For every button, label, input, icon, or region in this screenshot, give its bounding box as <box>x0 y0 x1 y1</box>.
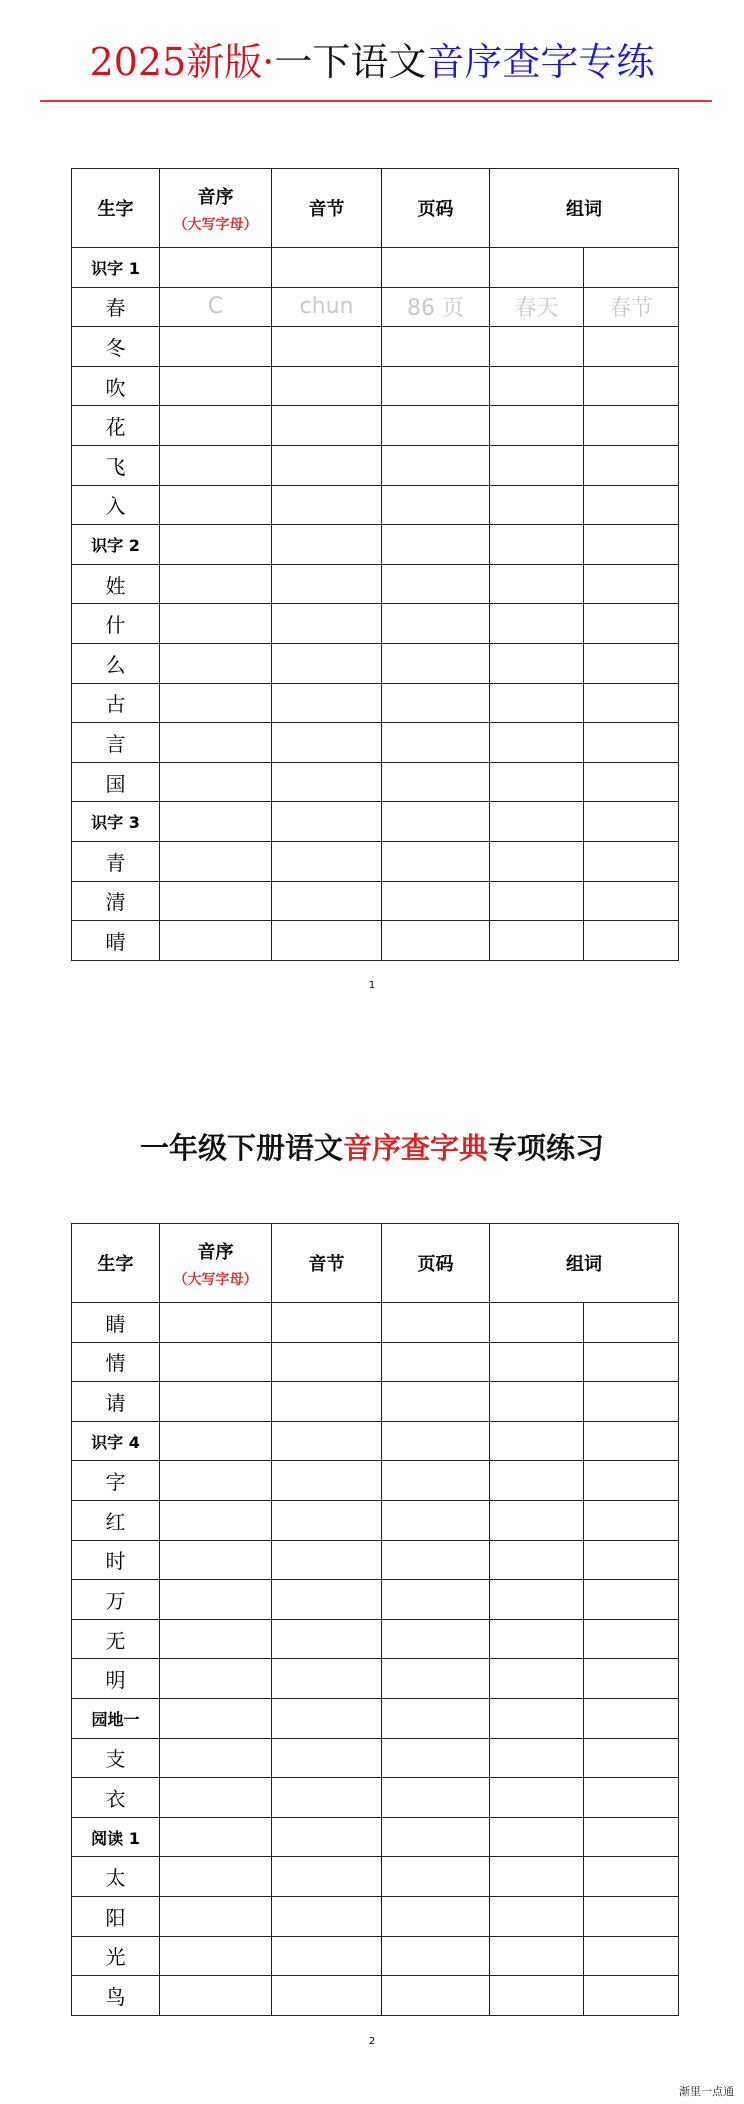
yema-cell[interactable] <box>382 1342 490 1382</box>
yema-cell[interactable] <box>382 643 490 683</box>
header-yinxu-label: 音序 <box>197 186 234 208</box>
ci2-cell[interactable] <box>584 723 679 763</box>
ci2-cell[interactable] <box>584 921 679 961</box>
zi-cell: 万 <box>72 1580 160 1620</box>
ci2-cell: 春节 <box>584 287 679 327</box>
header-yinxu-hint: （大写字母） <box>173 216 258 233</box>
zi-cell: 阅读 1 <box>72 1817 160 1857</box>
yinxu-cell[interactable] <box>160 643 272 683</box>
ci1-cell[interactable] <box>490 1580 584 1620</box>
yinxu-cell[interactable] <box>160 881 272 921</box>
zi-cell: 国 <box>72 762 160 802</box>
ci1-cell[interactable] <box>490 445 584 485</box>
zi-cell: 识字 4 <box>72 1421 160 1461</box>
zi-cell: 清 <box>72 881 160 921</box>
yinxu-cell[interactable] <box>160 1619 272 1659</box>
header-yinjie: 音节 <box>272 169 382 248</box>
ci2-cell[interactable] <box>584 1857 679 1897</box>
character-row <box>72 445 679 485</box>
ci2-cell[interactable] <box>584 485 679 525</box>
yinxu-cell[interactable] <box>160 1896 272 1936</box>
yema-cell[interactable] <box>382 762 490 802</box>
yinjie-cell[interactable] <box>272 1936 382 1976</box>
yinjie-cell[interactable] <box>272 564 382 604</box>
ci2-cell[interactable] <box>584 1303 679 1343</box>
zi-cell: 飞 <box>72 445 160 485</box>
yema-cell[interactable] <box>382 604 490 644</box>
character-row <box>72 1659 679 1699</box>
table-header-row <box>72 169 679 248</box>
character-row <box>72 1580 679 1620</box>
yema-cell[interactable] <box>382 1619 490 1659</box>
character-row <box>72 327 679 367</box>
character-row <box>72 723 679 763</box>
yema-cell[interactable] <box>382 1500 490 1540</box>
yema-cell[interactable] <box>382 445 490 485</box>
ci2-cell[interactable] <box>584 683 679 723</box>
ci1-cell[interactable] <box>490 921 584 961</box>
yema-cell[interactable] <box>382 683 490 723</box>
ci2-cell[interactable] <box>584 1659 679 1699</box>
yinjie-cell[interactable] <box>272 881 382 921</box>
character-row <box>72 643 679 683</box>
yinjie-cell[interactable] <box>272 1619 382 1659</box>
yema-cell[interactable] <box>382 366 490 406</box>
ci2-cell[interactable] <box>584 1540 679 1580</box>
zi-cell: 晴 <box>72 921 160 961</box>
zi-cell: 明 <box>72 1659 160 1699</box>
yema-cell[interactable] <box>382 802 490 842</box>
character-row <box>72 1500 679 1540</box>
zi-cell: 支 <box>72 1738 160 1778</box>
character-row <box>72 921 679 961</box>
ci2-cell[interactable] <box>584 445 679 485</box>
zi-cell: 入 <box>72 485 160 525</box>
ci2-cell[interactable] <box>584 1738 679 1778</box>
table-header-row <box>72 1224 679 1303</box>
yinjie-cell[interactable] <box>272 1976 382 2016</box>
yinjie-cell[interactable] <box>272 1421 382 1461</box>
ci1-cell[interactable] <box>490 1461 584 1501</box>
header-yinxu-hint: （大写字母） <box>173 1271 258 1288</box>
ci1-cell[interactable] <box>490 1778 584 1818</box>
character-row <box>72 1342 679 1382</box>
zi-cell: 无 <box>72 1619 160 1659</box>
ci1-cell[interactable] <box>490 1817 584 1857</box>
zi-cell: 什 <box>72 604 160 644</box>
ci1-cell[interactable] <box>490 1303 584 1343</box>
zi-cell: 花 <box>72 406 160 446</box>
yinxu-cell[interactable] <box>160 921 272 961</box>
ci2-cell[interactable] <box>584 366 679 406</box>
yinxu-cell[interactable] <box>160 683 272 723</box>
section-row <box>72 802 679 842</box>
yinxu-cell[interactable] <box>160 1540 272 1580</box>
yema-cell[interactable] <box>382 1857 490 1897</box>
zi-cell: 阳 <box>72 1896 160 1936</box>
section-row <box>72 1698 679 1738</box>
yema-cell[interactable] <box>382 1817 490 1857</box>
yinxu-cell[interactable] <box>160 1698 272 1738</box>
header-zuci: 组词 <box>490 169 679 248</box>
ci1-cell[interactable] <box>490 881 584 921</box>
worksheet-table-1 <box>71 168 679 961</box>
ci1-cell[interactable] <box>490 1500 584 1540</box>
ci2-cell[interactable] <box>584 643 679 683</box>
yinxu-cell[interactable] <box>160 564 272 604</box>
ci2-cell[interactable] <box>584 1817 679 1857</box>
yinxu-cell[interactable] <box>160 723 272 763</box>
ci2-cell[interactable] <box>584 1698 679 1738</box>
yema-cell[interactable] <box>382 1976 490 2016</box>
zi-cell: 姓 <box>72 564 160 604</box>
yinxu-cell[interactable] <box>160 406 272 446</box>
character-row <box>72 1738 679 1778</box>
ci1-cell[interactable] <box>490 1936 584 1976</box>
zi-cell: 言 <box>72 723 160 763</box>
zi-cell: 字 <box>72 1461 160 1501</box>
yema-cell[interactable] <box>382 1778 490 1818</box>
yinjie-cell[interactable] <box>272 1382 382 1422</box>
title-exercise: 专项练习 <box>488 1131 605 1165</box>
zi-cell: 光 <box>72 1936 160 1976</box>
header-yinxu <box>160 1224 272 1303</box>
ci1-cell[interactable] <box>490 683 584 723</box>
character-row <box>72 564 679 604</box>
yema-cell[interactable] <box>382 1580 490 1620</box>
zi-cell: 识字 3 <box>72 802 160 842</box>
yinxu-cell[interactable] <box>160 1778 272 1818</box>
yinjie-cell[interactable] <box>272 525 382 565</box>
title-edition: 2025新版· <box>89 40 275 84</box>
header-zi: 生字 <box>72 169 160 248</box>
character-row <box>72 1540 679 1580</box>
yinxu-cell[interactable] <box>160 1342 272 1382</box>
zi-cell: 园地一 <box>72 1698 160 1738</box>
yema-cell[interactable] <box>382 723 490 763</box>
yinjie-cell[interactable] <box>272 802 382 842</box>
yinxu-cell[interactable] <box>160 762 272 802</box>
yinxu-cell[interactable] <box>160 1857 272 1897</box>
title-dictionary: 音序查字典 <box>342 1131 488 1165</box>
yema-cell[interactable] <box>382 1540 490 1580</box>
ci2-cell[interactable] <box>584 564 679 604</box>
ci2-cell[interactable] <box>584 1580 679 1620</box>
header-yinjie: 音节 <box>272 1224 382 1303</box>
zi-cell: 情 <box>72 1342 160 1382</box>
yema-cell[interactable] <box>382 1659 490 1699</box>
yinjie-cell[interactable] <box>272 1342 382 1382</box>
yinxu-cell[interactable] <box>160 1936 272 1976</box>
section-row <box>72 248 679 288</box>
ci1-cell[interactable] <box>490 1976 584 2016</box>
yinxu-cell[interactable] <box>160 604 272 644</box>
ci2-cell[interactable] <box>584 1976 679 2016</box>
ci1-cell[interactable] <box>490 1857 584 1897</box>
yema-cell: 86 页 <box>382 287 490 327</box>
character-row <box>72 841 679 881</box>
character-row <box>72 1461 679 1501</box>
yinxu-cell[interactable] <box>160 1738 272 1778</box>
zi-cell: 么 <box>72 643 160 683</box>
yinxu-cell[interactable] <box>160 802 272 842</box>
ci1-cell[interactable] <box>490 1382 584 1422</box>
ci2-cell[interactable] <box>584 802 679 842</box>
yema-cell[interactable] <box>382 564 490 604</box>
yinxu-cell[interactable] <box>160 1382 272 1422</box>
ci2-cell[interactable] <box>584 248 679 288</box>
yema-cell[interactable] <box>382 1421 490 1461</box>
page-1-title <box>0 40 744 84</box>
ci1-cell[interactable] <box>490 248 584 288</box>
ci2-cell[interactable] <box>584 1382 679 1422</box>
character-row <box>72 1778 679 1818</box>
yinxu-cell: C <box>160 287 272 327</box>
yinjie-cell[interactable] <box>272 1857 382 1897</box>
ci1-cell[interactable] <box>490 1896 584 1936</box>
section-row <box>72 1421 679 1461</box>
zi-cell: 识字 1 <box>72 248 160 288</box>
ci1-cell[interactable] <box>490 643 584 683</box>
ci2-cell[interactable] <box>584 604 679 644</box>
yema-cell[interactable] <box>382 841 490 881</box>
ci1-cell[interactable] <box>490 1698 584 1738</box>
yinxu-cell[interactable] <box>160 485 272 525</box>
zi-cell: 青 <box>72 841 160 881</box>
yinjie-cell[interactable] <box>272 1738 382 1778</box>
header-zuci: 组词 <box>490 1224 679 1303</box>
character-row <box>72 1619 679 1659</box>
yema-cell[interactable] <box>382 1461 490 1501</box>
character-row <box>72 1382 679 1422</box>
zi-cell: 太 <box>72 1857 160 1897</box>
ci1-cell[interactable] <box>490 604 584 644</box>
ci2-cell[interactable] <box>584 881 679 921</box>
yema-cell[interactable] <box>382 525 490 565</box>
yinjie-cell[interactable] <box>272 1580 382 1620</box>
yinxu-cell[interactable] <box>160 248 272 288</box>
ci2-cell[interactable] <box>584 1342 679 1382</box>
yinjie-cell[interactable] <box>272 1500 382 1540</box>
zi-cell: 识字 2 <box>72 525 160 565</box>
worksheet-table-2 <box>71 1223 679 2016</box>
ci2-cell[interactable] <box>584 1461 679 1501</box>
yinjie-cell[interactable] <box>272 1896 382 1936</box>
yema-cell[interactable] <box>382 1896 490 1936</box>
zi-cell: 冬 <box>72 327 160 367</box>
yinjie-cell[interactable] <box>272 1698 382 1738</box>
character-row <box>72 1936 679 1976</box>
ci1-cell[interactable] <box>490 1540 584 1580</box>
yema-cell[interactable] <box>382 881 490 921</box>
ci2-cell[interactable] <box>584 1619 679 1659</box>
yinxu-cell[interactable] <box>160 1817 272 1857</box>
header-zi: 生字 <box>72 1224 160 1303</box>
section-row <box>72 1817 679 1857</box>
ci2-cell[interactable] <box>584 525 679 565</box>
yinjie-cell[interactable] <box>272 762 382 802</box>
ci2-cell[interactable] <box>584 1778 679 1818</box>
yema-cell[interactable] <box>382 1382 490 1422</box>
character-row <box>72 683 679 723</box>
zi-cell: 古 <box>72 683 160 723</box>
ci1-cell[interactable] <box>490 1659 584 1699</box>
yinxu-cell[interactable] <box>160 327 272 367</box>
yema-cell[interactable] <box>382 327 490 367</box>
zi-cell: 鸟 <box>72 1976 160 2016</box>
yinjie-cell[interactable] <box>272 1303 382 1343</box>
yema-cell[interactable] <box>382 1738 490 1778</box>
character-row <box>72 1976 679 2016</box>
ci1-cell[interactable] <box>490 1619 584 1659</box>
yinxu-cell[interactable] <box>160 1461 272 1501</box>
character-row <box>72 1303 679 1343</box>
zi-cell: 红 <box>72 1500 160 1540</box>
title-topic: 音序查字专练 <box>426 40 655 84</box>
yinjie-cell[interactable] <box>272 485 382 525</box>
character-row <box>72 1896 679 1936</box>
zi-cell: 请 <box>72 1382 160 1422</box>
ci2-cell[interactable] <box>584 1421 679 1461</box>
yinxu-cell[interactable] <box>160 1976 272 2016</box>
yinjie-cell[interactable] <box>272 683 382 723</box>
yinxu-cell[interactable] <box>160 1500 272 1540</box>
character-row <box>72 604 679 644</box>
ci2-cell[interactable] <box>584 762 679 802</box>
header-yinxu <box>160 169 272 248</box>
character-row <box>72 485 679 525</box>
yinjie-cell[interactable] <box>272 604 382 644</box>
yema-cell[interactable] <box>382 485 490 525</box>
ci1-cell[interactable] <box>490 1738 584 1778</box>
yema-cell[interactable] <box>382 1303 490 1343</box>
yinxu-cell[interactable] <box>160 1421 272 1461</box>
yinxu-cell[interactable] <box>160 525 272 565</box>
yinjie-cell[interactable] <box>272 921 382 961</box>
character-row <box>72 1857 679 1897</box>
yema-cell[interactable] <box>382 1698 490 1738</box>
character-row <box>72 366 679 406</box>
zi-cell: 时 <box>72 1540 160 1580</box>
yinjie-cell[interactable] <box>272 445 382 485</box>
ci2-cell[interactable] <box>584 327 679 367</box>
yinjie-cell[interactable] <box>272 723 382 763</box>
yinjie-cell[interactable] <box>272 366 382 406</box>
yinxu-cell[interactable] <box>160 841 272 881</box>
yinjie-cell[interactable] <box>272 1540 382 1580</box>
yema-cell[interactable] <box>382 248 490 288</box>
ci1-cell[interactable] <box>490 841 584 881</box>
ci1-cell[interactable] <box>490 366 584 406</box>
header-yema: 页码 <box>382 169 490 248</box>
character-row <box>72 762 679 802</box>
ci1-cell[interactable] <box>490 762 584 802</box>
header-yinxu-label: 音序 <box>197 1241 234 1263</box>
zi-cell: 春 <box>72 287 160 327</box>
page-2-title <box>0 1130 744 1166</box>
ci1-cell[interactable] <box>490 525 584 565</box>
ci2-cell[interactable] <box>584 1896 679 1936</box>
yinjie-cell[interactable] <box>272 248 382 288</box>
page-number: 2 <box>368 2036 376 2047</box>
page-number: 1 <box>368 980 376 991</box>
ci2-cell[interactable] <box>584 1500 679 1540</box>
ci1-cell[interactable] <box>490 485 584 525</box>
title-grade: 一年级下册语文 <box>139 1131 343 1165</box>
ci1-cell[interactable] <box>490 406 584 446</box>
character-row <box>72 287 679 327</box>
ci1-cell: 春天 <box>490 287 584 327</box>
ci1-cell[interactable] <box>490 802 584 842</box>
character-row <box>72 881 679 921</box>
yinjie-cell[interactable] <box>272 1778 382 1818</box>
yinjie-cell[interactable] <box>272 1659 382 1699</box>
ci1-cell[interactable] <box>490 564 584 604</box>
header-yema: 页码 <box>382 1224 490 1303</box>
ci1-cell[interactable] <box>490 723 584 763</box>
yinjie-cell[interactable] <box>272 1461 382 1501</box>
watermark-text: 渐里一点通 <box>679 2085 734 2098</box>
ci2-cell[interactable] <box>584 1936 679 1976</box>
yema-cell[interactable] <box>382 1936 490 1976</box>
yinjie-cell[interactable] <box>272 1817 382 1857</box>
yinxu-cell[interactable] <box>160 1303 272 1343</box>
yinjie-cell[interactable] <box>272 643 382 683</box>
ci1-cell[interactable] <box>490 327 584 367</box>
title-underline <box>40 100 712 102</box>
ci1-cell[interactable] <box>490 1342 584 1382</box>
ci2-cell[interactable] <box>584 841 679 881</box>
yinxu-cell[interactable] <box>160 445 272 485</box>
zi-cell: 睛 <box>72 1303 160 1343</box>
yinxu-cell[interactable] <box>160 1580 272 1620</box>
ci2-cell[interactable] <box>584 406 679 446</box>
yinxu-cell[interactable] <box>160 366 272 406</box>
title-subject: 一下语文 <box>274 40 427 84</box>
section-row <box>72 525 679 565</box>
yema-cell[interactable] <box>382 921 490 961</box>
yinjie-cell: chun <box>272 287 382 327</box>
character-row <box>72 406 679 446</box>
yema-cell[interactable] <box>382 406 490 446</box>
yinjie-cell[interactable] <box>272 327 382 367</box>
zi-cell: 衣 <box>72 1778 160 1818</box>
ci1-cell[interactable] <box>490 1421 584 1461</box>
yinjie-cell[interactable] <box>272 406 382 446</box>
yinjie-cell[interactable] <box>272 841 382 881</box>
zi-cell: 吹 <box>72 366 160 406</box>
yinxu-cell[interactable] <box>160 1659 272 1699</box>
